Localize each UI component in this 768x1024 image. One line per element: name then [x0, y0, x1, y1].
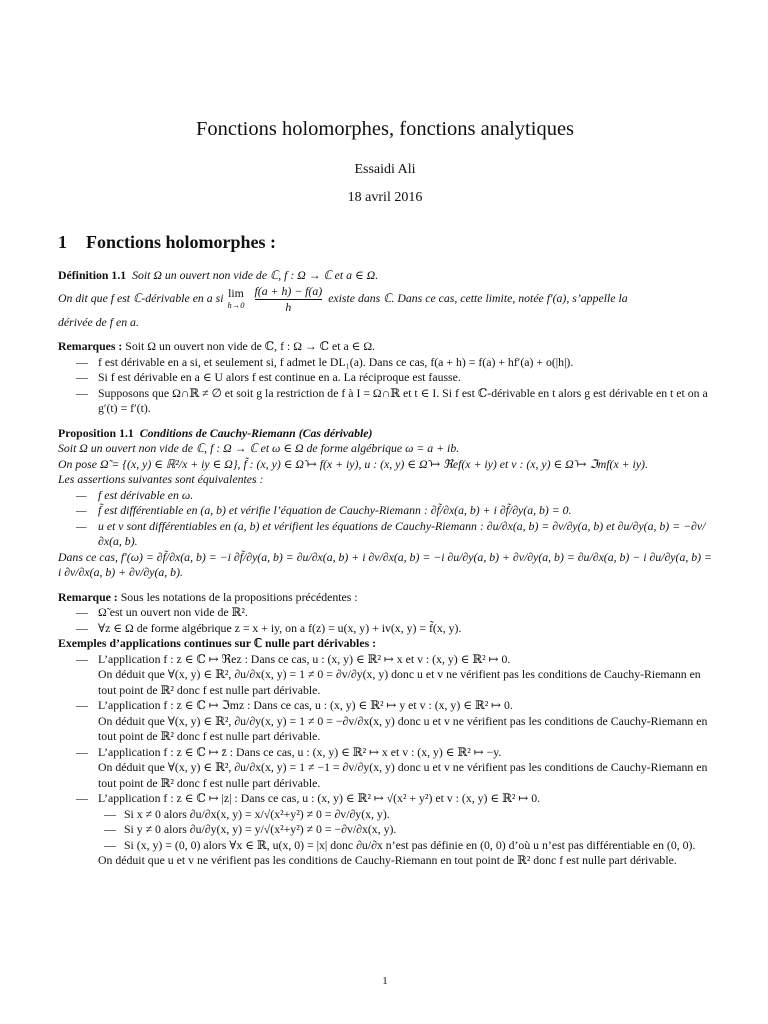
definition-label: Définition 1.1: [58, 268, 127, 282]
proposition-item: — f̃ est différentiable en (a, b) et vérifie l’équation de Cauchy-Riemann : ∂f̃/∂x(a, b) + i ∂f̃/∂y(a, b) = 0.: [58, 503, 712, 519]
definition-line-2-start: On dit que f est ℂ-dérivable en a si: [58, 291, 224, 306]
example-head: — L’application f : z ∈ ℂ ↦ ℜez : Dans ce cas, u : (x, y) ∈ ℝ² ↦ x et v : (x, y) ∈ ℝ² ↦ 0.: [98, 651, 511, 666]
document-date: 18 avril 2016: [347, 190, 423, 205]
definition-block: [58, 268, 712, 330]
examples-list: [58, 652, 712, 869]
example-sublist: [98, 807, 712, 854]
definition-line-2-end: existe dans ℂ. Dans ce cas, cette limite, notée f′(a), s’appelle la: [328, 291, 628, 306]
limit-operator: [228, 287, 245, 311]
proposition-item: — f est dérivable en ω.: [58, 488, 712, 504]
document-title: Fonctions holomorphes, fonctions analytiques: [195, 118, 575, 140]
section-title: Fonctions holomorphes :: [86, 232, 277, 252]
remark-block: [58, 590, 712, 637]
definition-line-3: dérivée de f en a.: [58, 314, 139, 329]
example-subitem: — Si x ≠ 0 alors ∂u/∂x(x, y) = x/√(x²+y²) ≠ 0 = ∂v/∂y(x, y).: [98, 807, 712, 823]
definition-line-1: Soit Ω un ouvert non vide de ℂ, f : Ω → ℂ et a ∈ Ω.: [132, 268, 379, 282]
proposition-item: — u et v sont différentiables en (a, b) et vérifient les équations de Cauchy-Riemann : ∂u/∂x(a, b) = ∂v/∂y(a, b) et ∂u/∂y(a, b) = −∂v/∂x(a, b).: [58, 519, 712, 550]
example-tail: On déduit que u et v ne vérifient pas les conditions de Cauchy-Riemann en tout point de ℝ² donc f est nulle part dérivable.: [98, 853, 677, 867]
definition-line-2: [58, 284, 712, 315]
remark-item: — f est dérivable en a si, et seulement si, f admet le DL₁(a). Dans ce cas, f(a + h) = f(a) + hf′(a) + o(|h|).: [58, 355, 712, 371]
proposition-conclusion: Dans ce cas, f′(ω) = ∂f̃/∂x(a, b) = −i ∂f̃/∂y(a, b) = ∂u/∂x(a, b) + i ∂v/∂x(a, b) = −i ∂u/∂y(a, b) + ∂v/∂y(a, b) = ∂u/∂x(a, b) − i ∂u/∂y(a, b) = i ∂v/∂x(a, b) + ∂v/∂y(a, b).: [58, 549, 712, 579]
proposition-list: [58, 488, 712, 550]
limit-subscript: h→0: [227, 300, 245, 310]
example-subitem: — Si (x, y) = (0, 0) alors ∀x ∈ ℝ, u(x, 0) = |x| donc ∂u/∂x n’est pas définie en (0, 0) d’où u n’est pas différentiable en (0, 0).: [98, 838, 712, 854]
example-item: [58, 652, 712, 699]
proposition-label: Proposition 1.1: [58, 425, 134, 440]
example-head: — L’application f : z ∈ ℂ ↦ z̄ : Dans ce cas, u : (x, y) ∈ ℝ² ↦ x et v : (x, y) ∈ ℝ² ↦ −y.: [98, 744, 502, 759]
remark-intro: Sous les notations de la propositions précédentes :: [120, 589, 358, 604]
remarks-label: Remarques :: [58, 339, 123, 353]
example-body: On déduit que ∀(x, y) ∈ ℝ², ∂u/∂y(x, y) = 1 ≠ 0 = −∂v/∂x(x, y) donc u et v ne vérifient pas les conditions de Cauchy-Riemann en tout point de ℝ² donc f est nulle part dérivable.: [98, 713, 708, 743]
remark-list: [58, 605, 712, 636]
example-item-modulus: [58, 791, 712, 869]
example-subitem: — Si y ≠ 0 alors ∂u/∂y(x, y) = y/√(x²+y²) ≠ 0 = −∂v/∂x(x, y).: [98, 822, 712, 838]
examples-block: [58, 636, 712, 869]
remark-item: — Supposons que Ω∩ℝ ≠ ∅ et soit g la restriction de f à I = Ω∩ℝ et t ∈ I. Si f est ℂ-dérivable en t alors g est dérivable en t et on a g′(t) = f′(t).: [58, 386, 712, 417]
limit-word: lim: [228, 286, 244, 300]
section-number: 1: [58, 232, 67, 252]
proposition-block: [58, 426, 712, 581]
quotient-denominator: h: [255, 299, 323, 315]
difference-quotient: [255, 284, 323, 315]
remarks-list: [58, 355, 712, 417]
examples-label: Exemples d’applications continues sur ℂ nulle part dérivables :: [58, 636, 377, 650]
remarks-block: [58, 339, 712, 417]
example-head: — L’application f : z ∈ ℂ ↦ ℑmz : Dans ce cas, u : (x, y) ∈ ℝ² ↦ y et v : (x, y) ∈ ℝ² ↦ 0.: [98, 698, 513, 712]
remark-item: — ∀z ∈ Ω de forme algébrique z = x + iy, on a f(z) = u(x, y) + iv(x, y) = f̃(x, y).: [58, 621, 712, 637]
page-number: 1: [382, 975, 388, 987]
remark-label: Remarque :: [58, 589, 118, 604]
document-author: Essaidi Ali: [354, 162, 416, 177]
proposition-line-1: Soit Ω un ouvert non vide de ℂ, f : Ω → ℂ et ω ∈ Ω de forme algébrique ω = a + ib.: [58, 441, 460, 455]
example-item: [58, 698, 712, 745]
proposition-line-2: On pose Ω̃ = {(x, y) ∈ ℝ²/x + iy ∈ Ω}, f̃ : (x, y) ∈ Ω̃ ↦ f(x + iy), u : (x, y) ∈ Ω̃ ↦ ℜef(x + iy) et v : (x, y) ∈ Ω̃ ↦ ℑmf(x + iy).: [58, 456, 648, 471]
document-body: [58, 268, 712, 869]
quotient-numerator: f(a + h) − f(a): [254, 283, 323, 298]
example-body: On déduit que ∀(x, y) ∈ ℝ², ∂u/∂x(x, y) = 1 ≠ 0 = ∂v/∂y(x, y) donc u et v ne vérifient pas les conditions de Cauchy-Riemann en tout point de ℝ² donc f est nulle part dérivable.: [98, 667, 701, 697]
proposition-line-3: Les assertions suivantes sont équivalentes :: [58, 472, 264, 486]
example-head: — L’application f : z ∈ ℂ ↦ |z| : Dans ce cas, u : (x, y) ∈ ℝ² ↦ √(x² + y²) et v : (x, y) ∈ ℝ² ↦ 0.: [98, 791, 541, 805]
remark-item: — Ω̃ est un ouvert non vide de ℝ².: [58, 605, 712, 621]
remark-item: — Si f est dérivable en a ∈ U alors f est continue en a. La réciproque est fausse.: [58, 370, 712, 386]
remarks-intro: Soit Ω un ouvert non vide de ℂ, f : Ω → ℂ et a ∈ Ω.: [125, 339, 376, 353]
proposition-name: Conditions de Cauchy-Riemann (Cas dérivable): [139, 425, 373, 440]
example-body: On déduit que ∀(x, y) ∈ ℝ², ∂u/∂x(x, y) = 1 ≠ −1 = ∂v/∂y(x, y) donc u et v ne vérifient pas les conditions de Cauchy-Riemann en tout point de ℝ² donc f est nulle part dérivable.: [98, 760, 708, 790]
section-heading: [58, 232, 277, 252]
example-item: [58, 745, 712, 792]
